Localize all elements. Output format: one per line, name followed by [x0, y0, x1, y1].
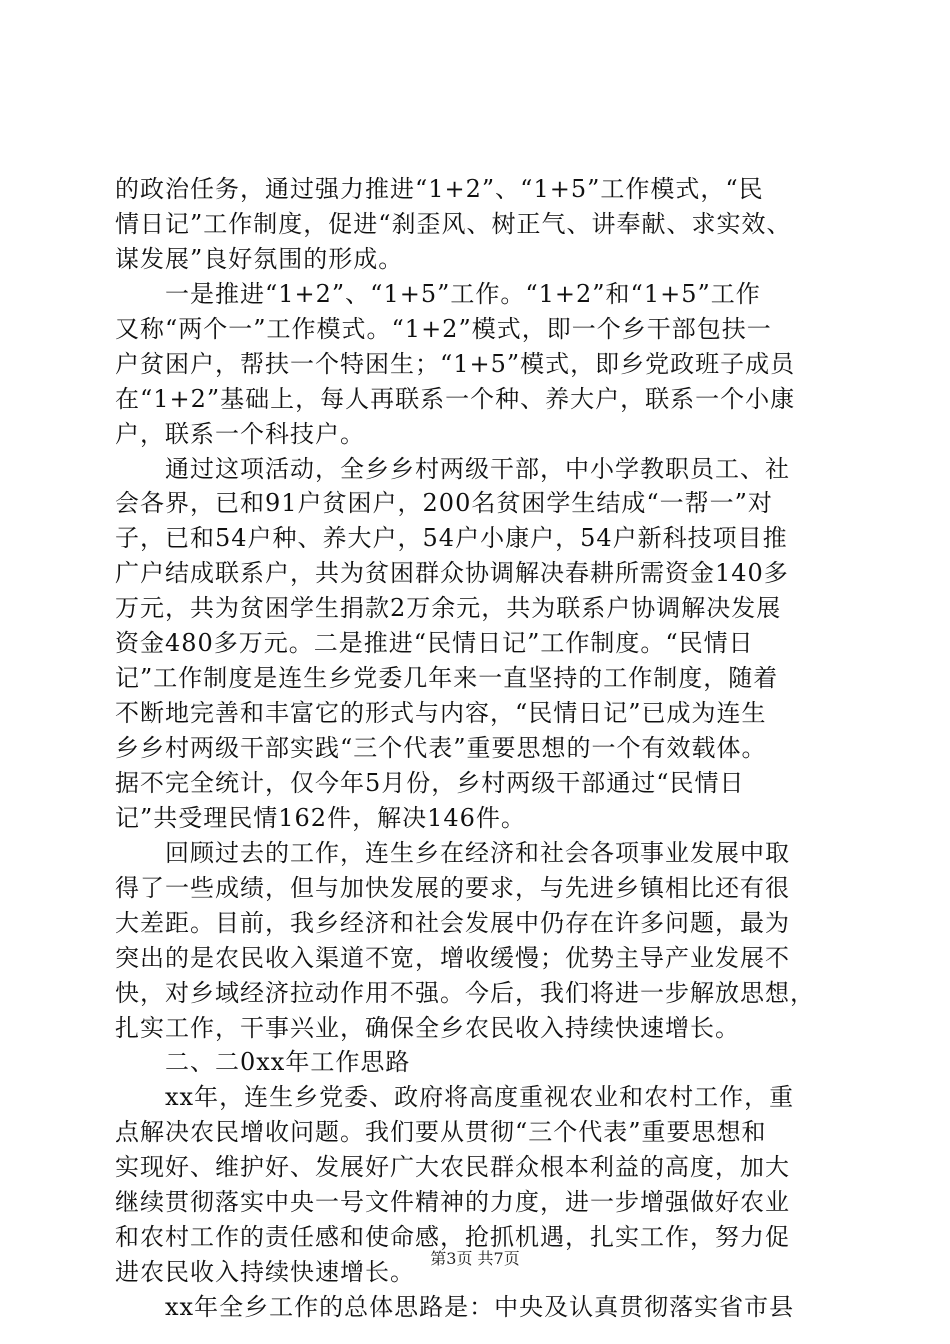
text-line: 不断地完善和丰富它的形式与内容，“民情日记”已成为连生: [115, 699, 767, 728]
text-line: xx年全乡工作的总体思路是：中央及认真贯彻落实省市县: [115, 1293, 795, 1321]
text-line: 记”共受理民情162件，解决146件。: [115, 803, 526, 832]
text-line: 通过这项活动，全乡乡村两级干部，中小学教职员工、社: [115, 454, 790, 483]
text-line: 进农民收入持续快速增长。: [115, 1258, 415, 1287]
document-body: [115, 172, 835, 1325]
text-line: 继续贯彻落实中央一号文件精神的力度，进一步增强做好农业: [115, 1188, 790, 1217]
text-line: 记”工作制度是连生乡党委几年来一直坚持的工作制度，随着: [115, 664, 779, 693]
text-line: 扎实工作，干事兴业，确保全乡农民收入持续快速增长。: [115, 1013, 740, 1042]
text-line: 户贫困户，帮扶一个特困生；“1+5”模式，即乡党政班子成员: [115, 349, 796, 378]
text-line: 情日记”工作制度，促进“刹歪风、树正气、讲奉献、求实效、: [115, 209, 792, 238]
text-line: 实现好、维护好、发展好广大农民群众根本利益的高度，加大: [115, 1153, 790, 1182]
text-line: 在“1+2”基础上，每人再联系一个种、养大户，联系一个小康: [115, 384, 796, 413]
text-line: xx年，连生乡党委、政府将高度重视农业和农村工作，重: [115, 1083, 795, 1112]
text-line: 广户结成联系户，共为贫困群众协调解决春耕所需资金140多: [115, 559, 789, 588]
text-line: 据不完全统计，仅今年5月份，乡村两级干部通过“民情日: [115, 768, 745, 797]
text-line: 大差距。目前，我乡经济和社会发展中仍存在许多问题，最为: [115, 908, 790, 937]
text-line: 得了一些成绩，但与加快发展的要求，与先进乡镇相比还有很: [115, 873, 790, 902]
text-line: 回顾过去的工作，连生乡在经济和社会各项事业发展中取: [115, 838, 790, 867]
text-line: 又称“两个一”工作模式。“1+2”模式，即一个乡干部包扶一: [115, 314, 772, 343]
text-line: 二、二0xx年工作思路: [115, 1048, 411, 1077]
text-line: 万元，共为贫困学生捐款2万余元，共为联系户协调解决发展: [115, 594, 782, 623]
text-line: 点解决农民增收问题。我们要从贯彻“三个代表”重要思想和: [115, 1118, 767, 1147]
text-line: 乡乡村两级干部实践“三个代表”重要思想的一个有效载体。: [115, 734, 767, 762]
text-line: 谋发展”良好氛围的形成。: [115, 244, 404, 273]
text-line: 和农村工作的责任感和使命感，抢抓机遇，扎实工作，努力促: [115, 1223, 790, 1252]
text-line: 一是推进“1+2”、“1+5”工作。“1+2”和“1+5”工作: [115, 279, 761, 308]
text-line: 户，联系一个科技户。: [115, 419, 365, 448]
page-footer: 第3页 共7页: [430, 1249, 520, 1268]
text-line: 会各界，已和91户贫困户，200名贫困学生结成“一帮一”对: [115, 489, 773, 518]
text-line: 快，对乡域经济拉动作用不强。今后，我们将进一步解放思想，: [115, 978, 815, 1007]
text-line: 资金480多万元。二是推进“民情日记”工作制度。“民情日: [115, 629, 754, 658]
text-line: 突出的是农民收入渠道不宽，增收缓慢；优势主导产业发展不: [115, 943, 790, 972]
text-line: 子，已和54户种、养大户，54户小康户，54户新科技项目推: [115, 524, 788, 553]
text-line: 的政治任务，通过强力推进“1+2”、“1+5”工作模式，“民: [115, 175, 764, 203]
